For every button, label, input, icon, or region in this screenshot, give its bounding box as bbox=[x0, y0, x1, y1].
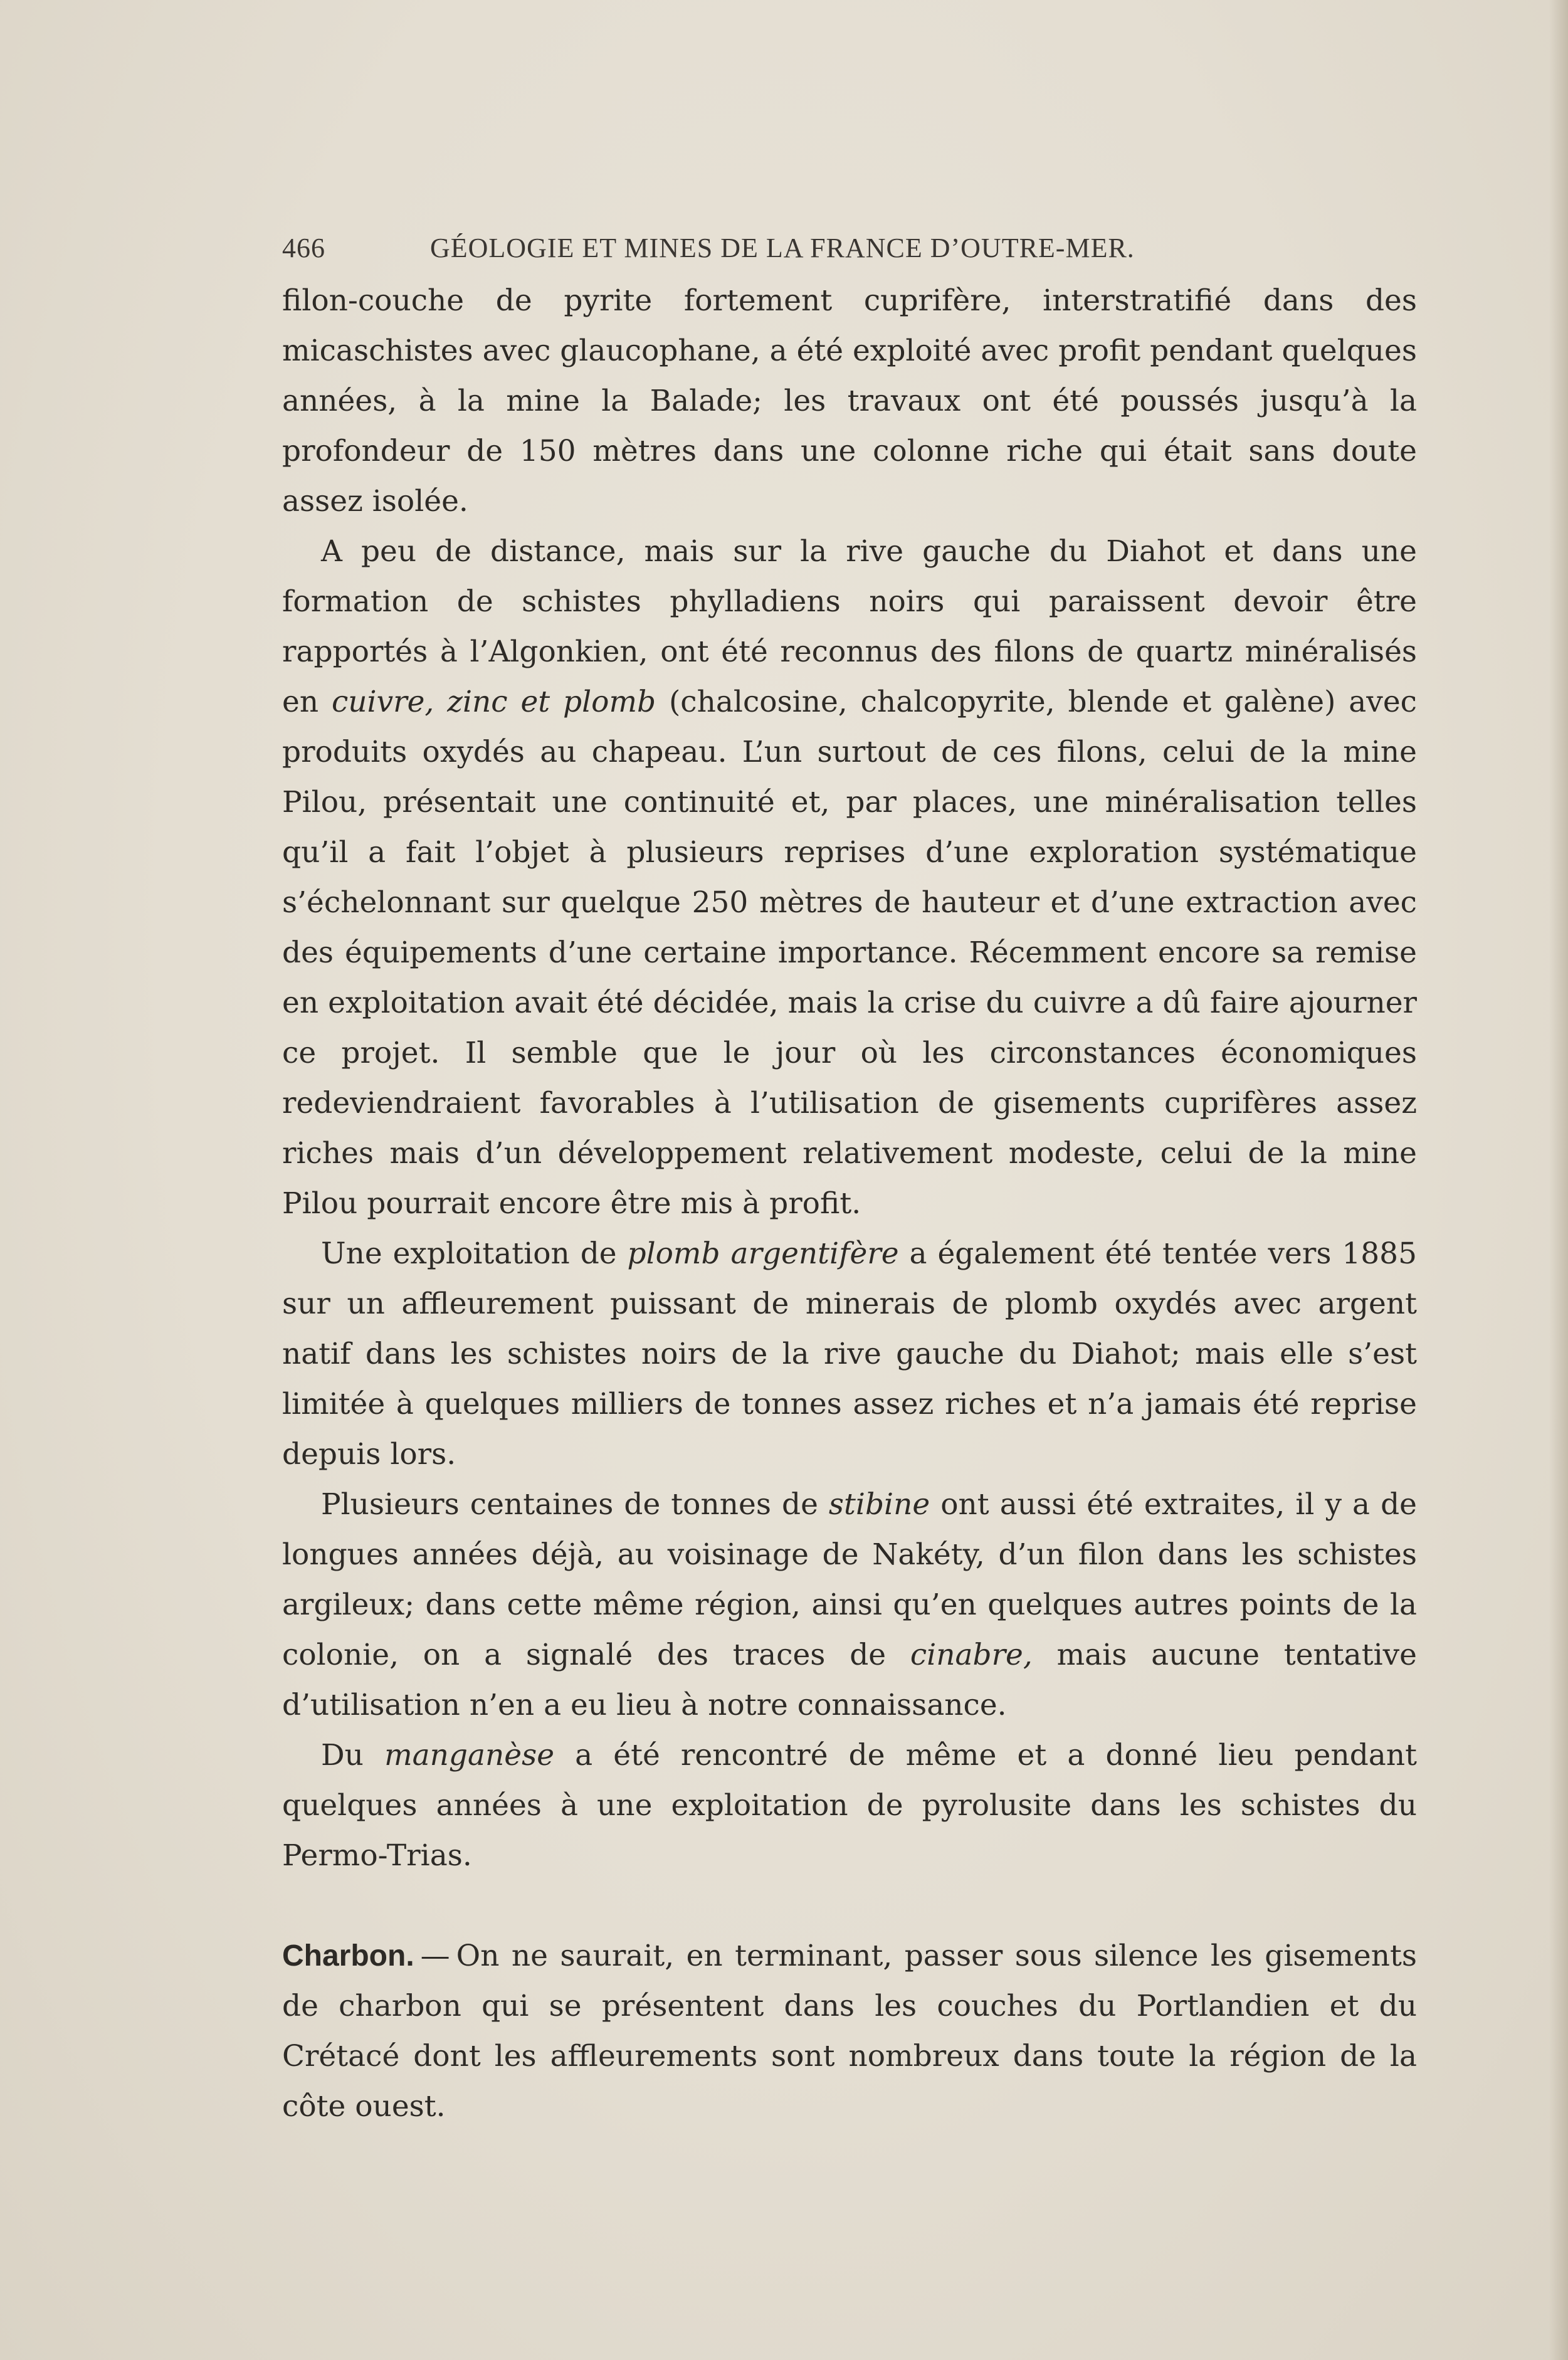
paragraph-charbon: Charbon. — On ne saurait, en terminant, passer sous silence les gisements de charbon qui se présentent dans les couches du Portlandien et du Crétacé dont les affleurements sont nombreux dans toute la région de la côte ouest. bbox=[282, 1939, 1417, 2124]
page-number: 466 bbox=[282, 233, 325, 263]
paragraph-plomb-argentifere: Une exploitation de plomb argentifère a également été tentée vers 1885 sur un affleurement puissant de minerais de plomb oxydés avec argent natif dans les schistes noirs de la rive gauche du Diahot; mais elle s’est limitée à quelques milliers de tonnes assez riches et n’a jamais été reprise depuis lors. bbox=[282, 1236, 1417, 1472]
section-heading-charbon: Charbon. bbox=[282, 1939, 414, 1973]
paragraph-pyrite: filon-couche de pyrite fortement cuprifère, interstratifié dans des micaschistes avec glaucophane, a été exploité avec profit pendant quelques années, à la mine la Balade; les travaux ont été poussés jusqu’à la profondeur de 150 mètres dans une colonne riche qui était sans doute assez isolée. bbox=[282, 283, 1417, 519]
em-dash: — bbox=[420, 1939, 450, 1973]
page-text-block bbox=[282, 232, 1417, 2132]
section-spacer bbox=[282, 1881, 1417, 1931]
paragraph-manganese: Du manganèse a été rencontré de même et a donné lieu pendant quelques années à une exploitation de pyrolusite dans les schistes du Permo-Trias. bbox=[282, 1738, 1417, 1873]
running-header bbox=[282, 232, 1417, 268]
page-edge-shadow bbox=[1549, 0, 1568, 2360]
paragraph-stibine: Plusieurs centaines de tonnes de stibine ont aussi été extraites, il y a de longues années déjà, au voisinage de Nakéty, d’un filon dans les schistes argileux; dans cette même région, ainsi qu’en quelques autres points de la colonie, on a signalé des traces de cinabre, mais aucune tentative d’utilisation n’en a eu lieu à notre connaissance. bbox=[282, 1487, 1417, 1722]
paragraph-mine-pilou: A peu de distance, mais sur la rive gauche du Diahot et dans une formation de schistes phylladiens noirs qui paraissent devoir être rapportés à l’Algonkien, ont été reconnus des filons de quartz minéralisés en cuivre, zinc et plomb (chalcosine, chalcopyrite, blende et galène) avec produits oxydés au chapeau. L’un surtout de ces filons, celui de la mine Pilou, présentait une continuité et, par places, une minéralisation telles qu’il a fait l’objet à plusieurs reprises d’une exploration systématique s’échelonnant sur quelque 250 mètres de hauteur et d’une extraction avec des équipements d’une certaine importance. Récemment encore sa remise en exploitation avait été décidée, mais la crise du cuivre a dû faire ajourner ce projet. Il semble que le jour où les circonstances économiques redeviendraient favorables à l’utilisation de gisements cuprifères assez riches mais d’un développement relativement modeste, celui de la mine Pilou pourrait encore être mis à profit. bbox=[282, 534, 1418, 1221]
running-title: GÉOLOGIE ET MINES DE LA FRANCE D’OUTRE-MER. bbox=[430, 233, 1135, 263]
